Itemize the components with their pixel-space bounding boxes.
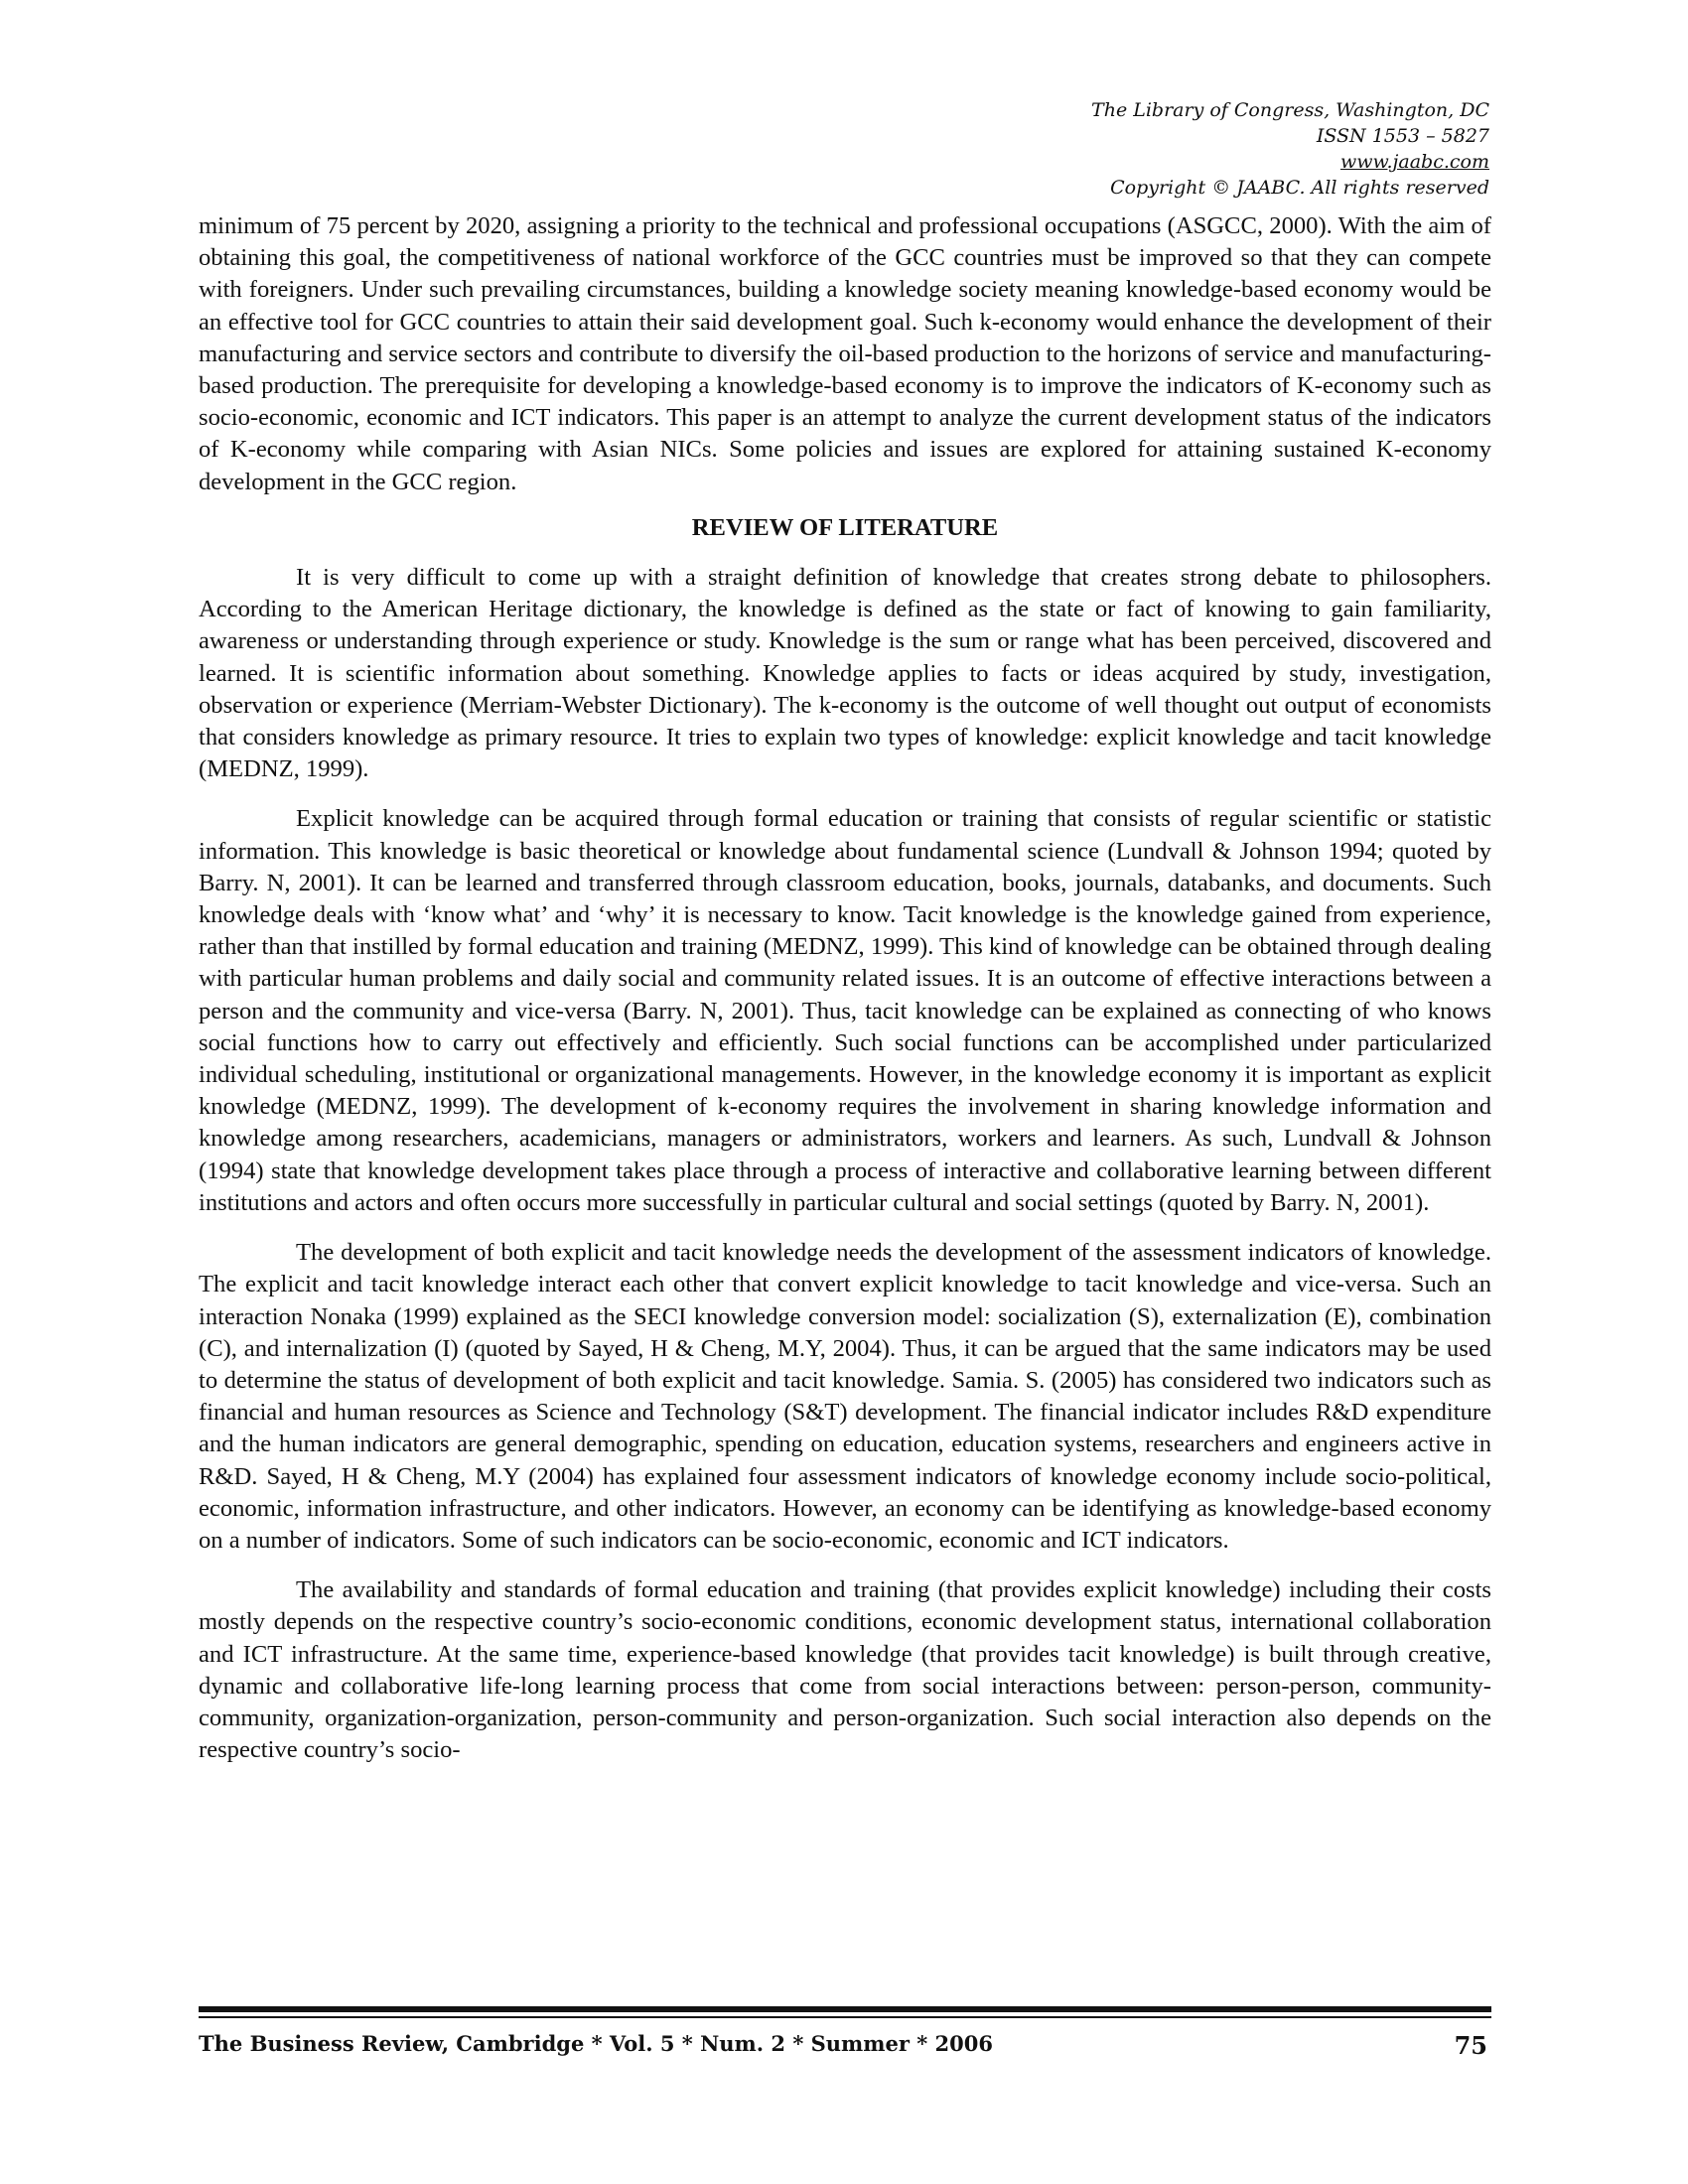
paragraph-knowledge-definition: It is very difficult to come up with a straight definition of knowledge that creates strong debate to philosophers. According to the American Heritage dictionary, the knowledge is defined as the state or fact of knowing to gain familiarity, awareness or understanding through experience or study. Knowledge is the sum or range what has been perceived, discovered and learned. It is scientific information about something. Knowledge applies to facts or ideas acquired by study, investigation, observation or experience (Merriam-Webster Dictionary). The k-economy is the outcome of well thought out output of economists that considers knowledge as primary resource. It tries to explain two types of knowledge: explicit knowledge and tacit knowledge (MEDNZ, 1999). bbox=[199, 564, 1491, 783]
footer-journal-citation: The Business Review, Cambridge * Vol. 5 * Num. 2 * Summer * 2006 bbox=[199, 2031, 993, 2056]
paragraph-indicators: The development of both explicit and tacit knowledge needs the development of the assessment indicators of knowledge. The explicit and tacit knowledge interact each other that convert explicit knowledge to tacit knowledge and vice-versa. Such an interaction Nonaka (1999) explained as the SECI knowledge conversion model: socialization (S), externalization (E), combination (C), and internalization (I) (quoted by Sayed, H & Cheng, M.Y, 2004). Thus, it can be argued that the same indicators may be used to determine the status of development of both explicit and tacit knowledge. Samia. S. (2005) has considered two indicators such as financial and human resources as Science and Technology (S&T) development. The financial indicator includes R&D expenditure and the human indicators are general demographic, spending on education, education systems, researchers and engineers active in R&D. Sayed, H & Cheng, M.Y (2004) has explained four assessment indicators of knowledge economy include socio-political, economic, information infrastructure, and other indicators. However, an economy can be identifying as knowledge-based economy on a number of indicators. Some of such indicators can be socio-economic, economic and ICT indicators. bbox=[199, 1239, 1491, 1554]
page-number: 75 bbox=[1454, 2031, 1487, 2060]
header-url-link[interactable]: www.jaabc.com bbox=[1339, 151, 1489, 173]
paragraph-availability: The availability and standards of formal education and training (that provides explicit knowledge) including their costs mostly depends on the respective country’s socio-economic conditions, economic development status, international collaboration and ICT infrastructure. At the same time, experience-based knowledge (that provides tacit knowledge) is built through creative, dynamic and collaborative life-long learning process that come from social interactions between: person-person, community-community, organization-organization, person-community and person-organization. Such social interaction also depends on the respective country’s socio- bbox=[199, 1576, 1491, 1764]
running-header bbox=[794, 97, 1489, 201]
footer-rule-thick bbox=[199, 2006, 1491, 2012]
header-library: The Library of Congress, Washington, DC bbox=[1091, 99, 1489, 121]
section-heading: REVIEW OF LITERATURE bbox=[691, 513, 999, 541]
paragraph-explicit-knowledge: Explicit knowledge can be acquired through formal education or training that consists of regular scientific or statistic information. This knowledge is basic theoretical or knowledge about fundamental science (Lundvall & Johnson 1994; quoted by Barry. N, 2001). It can be learned and transferred through classroom education, books, journals, databanks, and documents. Such knowledge deals with ‘know what’ and ‘why’ it is necessary to know. Tacit knowledge is the knowledge gained from experience, rather than that instilled by formal education and training (MEDNZ, 1999). This kind of knowledge can be obtained through dealing with particular human problems and daily social and community related issues. It is an outcome of effective interactions between a person and the community and vice-versa (Barry. N, 2001). Thus, tacit knowledge can be explained as connecting of who knows social functions how to carry out effectively and efficiently. Such social functions can be accomplished under particularized individual scheduling, institutional or organizational managements. However, in the knowledge economy it is important as explicit knowledge (MEDNZ, 1999). The development of k-economy requires the involvement in sharing knowledge information and knowledge among researchers, academicians, managers or administrators, workers and learners. As such, Lundvall & Johnson (1994) state that knowledge development takes place through a process of interactive and collaborative learning between different institutions and actors and often occurs more successfully in particular cultural and social settings (quoted by Barry. N, 2001). bbox=[199, 805, 1492, 1216]
header-issn: ISSN 1553 – 5827 bbox=[1316, 125, 1489, 147]
header-copyright: Copyright © JAABC. All rights reserved bbox=[1110, 177, 1489, 199]
footer-rule-thin bbox=[199, 2016, 1491, 2018]
paragraph-intro-continued: minimum of 75 percent by 2020, assigning a priority to the technical and professional occupations (ASGCC, 2000). With the aim of obtaining this goal, the competitiveness of national workforce of the GCC countries must be improved so that they can compete with foreigners. Under such prevailing circumstances, building a knowledge society meaning knowledge-based economy would be an effective tool for GCC countries to attain their said development goal. Such k-economy would enhance the development of their manufacturing and service sectors and contribute to diversify the oil-based production to the horizons of service and manufacturing-based production. The prerequisite for developing a knowledge-based economy is to improve the indicators of K-economy such as socio-economic, economic and ICT indicators. This paper is an attempt to analyze the current development status of the indicators of K-economy while comparing with Asian NICs. Some policies and issues are explored for attaining sustained K-economy development in the GCC region. bbox=[199, 212, 1491, 495]
article-body bbox=[199, 210, 1491, 1766]
